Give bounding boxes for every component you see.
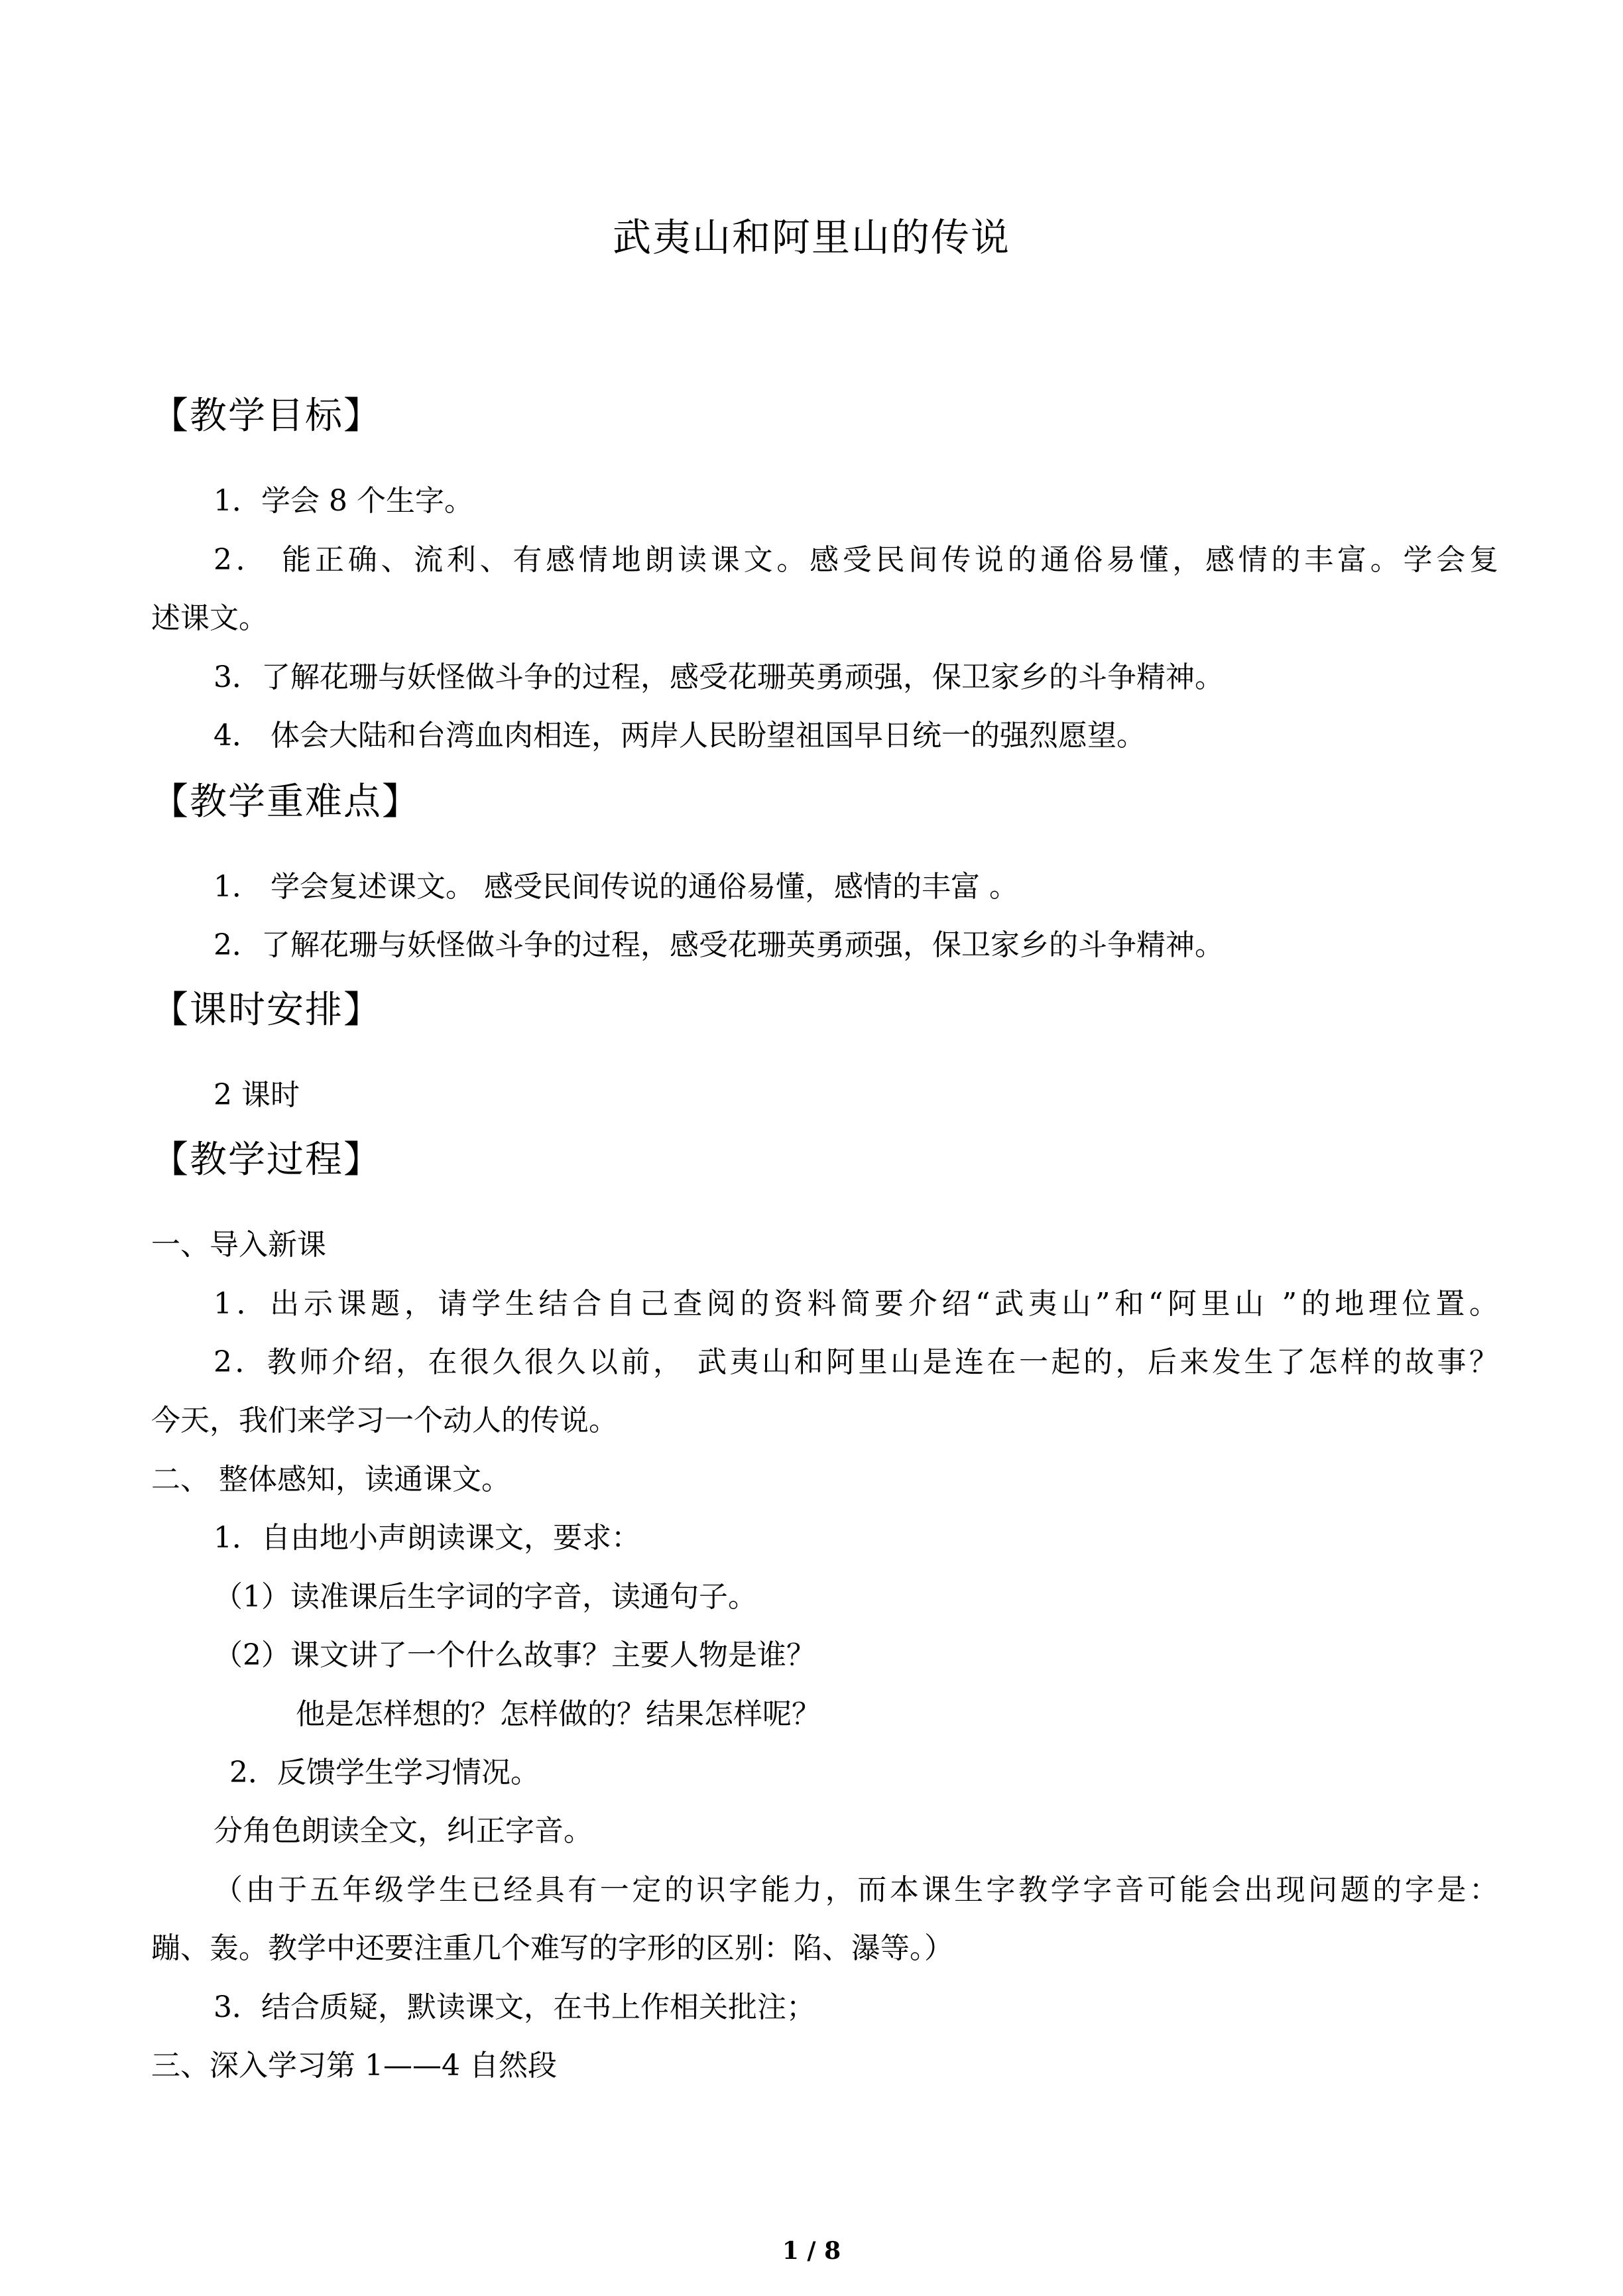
key-point-item-2: 2．了解花珊与妖怪做斗争的过程，感受花珊英勇顽强，保卫家乡的斗争精神。 xyxy=(213,928,1224,962)
goal-item-2-continued: 述课文。 xyxy=(151,601,268,635)
schedule-text: 2 课时 xyxy=(213,1078,300,1112)
process-line-9: 他是怎样想的？怎样做的？结果怎样呢？ xyxy=(296,1697,821,1731)
process-line-6: 1．自由地小声朗读课文，要求： xyxy=(213,1521,640,1555)
process-line-13: 蹦、轰。教学中还要注重几个难写的字形的区别：陷、瀑等。） xyxy=(151,1931,953,1965)
section-heading-goals: 【教学目标】 xyxy=(151,394,382,438)
process-line-14: 3．结合质疑，默读课文，在书上作相关批注； xyxy=(213,1990,815,2024)
section-heading-process: 【教学过程】 xyxy=(151,1138,382,1181)
process-line-7: （1）读准课后生字词的字音，读通句子。 xyxy=(213,1580,757,1614)
process-line-10: 2．反馈学生学习情况。 xyxy=(229,1756,540,1789)
section-heading-key-points: 【教学重难点】 xyxy=(151,780,420,823)
process-line-5: 二、 整体感知，读通课文。 xyxy=(151,1463,511,1496)
process-line-11: 分角色朗读全文，纠正字音。 xyxy=(213,1814,593,1848)
key-point-item-1: 1． 学会复述课文。 感受民间传说的通俗易懂，感情的丰富 。 xyxy=(213,870,1018,904)
process-line-15: 三、深入学习第 1——4 自然段 xyxy=(151,2049,557,2083)
goal-item-1: 1．学会 8 个生字。 xyxy=(213,484,473,518)
process-line-3: 2．教师介绍，在很久很久以前， 武夷山和阿里山是连在一起的，后来发生了怎样的故事？ xyxy=(213,1345,1498,1379)
page-number: 1 / 8 xyxy=(782,2237,841,2265)
goal-item-4: 4． 体会大陆和台湾血肉相连，两岸人民盼望祖国早日统一的强烈愿望。 xyxy=(213,719,1146,753)
process-line-12: （由于五年级学生已经具有一定的识字能力，而本课生字教学字音可能会出现问题的字是： xyxy=(213,1873,1498,1907)
process-line-8: （2）课文讲了一个什么故事？主要人物是谁？ xyxy=(213,1638,815,1672)
goal-item-3: 3．了解花珊与妖怪做斗争的过程，感受花珊英勇顽强，保卫家乡的斗争精神。 xyxy=(213,660,1224,694)
process-line-2: 1．出示课题，请学生结合自己查阅的资料简要介绍“武夷山”和“阿里山 ”的地理位置。 xyxy=(213,1287,1498,1321)
process-line-1: 一、导入新课 xyxy=(151,1228,326,1262)
process-line-4: 今天，我们来学习一个动人的传说。 xyxy=(151,1404,618,1437)
section-heading-schedule: 【课时安排】 xyxy=(151,989,382,1032)
document-title: 武夷山和阿里山的传说 xyxy=(612,215,1010,260)
goal-item-2: 2． 能正确、流利、有感情地朗读课文。感受民间传说的通俗易懂，感情的丰富。学会复 xyxy=(213,543,1498,577)
